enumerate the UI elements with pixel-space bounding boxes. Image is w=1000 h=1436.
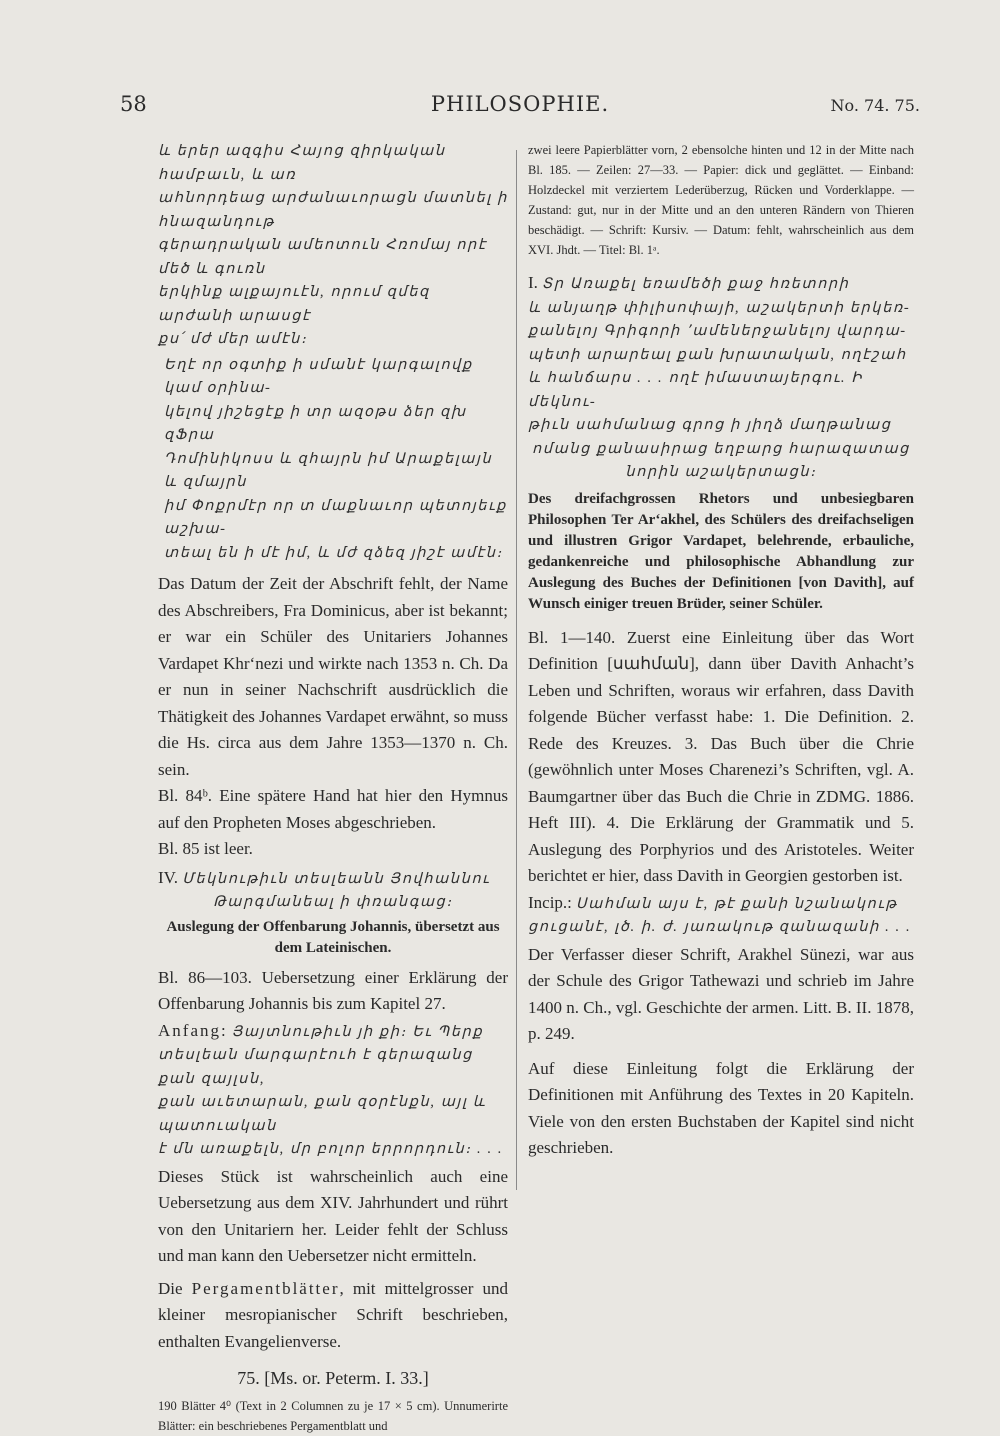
page-header bbox=[120, 92, 920, 122]
arm-line: է մն առաքելն, մր բոլոր երրորդուն։ . . . bbox=[158, 1141, 504, 1157]
arm-line: ահնորդեաց արժանաւորացն մատնել ի հնազանդութ bbox=[158, 190, 508, 230]
arm-line: նորին աշակերտացն։ bbox=[625, 464, 817, 480]
armenian-colophon-2 bbox=[158, 354, 508, 566]
column-divider bbox=[516, 150, 517, 1190]
entry-75-description: 190 Blätter 4⁰ (Text in 2 Columnen zu je 17 × 5 cm). Unnumerirte Blätter: ein beschriebenes Pergamentblatt und bbox=[158, 1398, 508, 1433]
section-iv-header bbox=[158, 865, 508, 892]
arm-line: տեսլեան մարգարէուհ է գերազանց քան զայլսն, bbox=[158, 1047, 473, 1087]
arm-line: Տր Առաքել եռամեծի քաջ հռետորի bbox=[541, 276, 850, 292]
paragraph-hymnus: Bl. 84ᵇ. Eine spätere Hand hat hier den Hymnus auf den Propheten Moses abgeschrieben. bbox=[158, 786, 508, 832]
paragraph-verfasser: Der Verfasser dieser Schrift, Arakhel Sünezi, war aus der Schule des Grigor Tathewazi und schrieb im Jahre 1400 n. Ch., vgl. Geschichte der armen. Litt. B. II. 1878, p. 249. bbox=[528, 944, 914, 1043]
paragraph-uebersetzung: Bl. 86—103. Uebersetzung einer Erklärung der Offenbarung Johannis bis zum Kapitel 27. bbox=[158, 967, 508, 1013]
paragraph-einleitung: Bl. 1—140. Zuerst eine Einleitung über das Wort Definition [սահման], dann über Davith Anhacht’s Leben und Schriften, woraus wir erfahren, dass Davith folgende Bücher verfasst habe: 1. Die Definition. 2. Rede des Kreuzes. 3. Das Buch über die Chrie (gewöhnlich unter Moses Charenezi’s Schriften, vgl. A. Baumgartner über das Buch die Chrie in ZDMG. 1886. Heft III). 4. Die Erklärung der Grammatik und 5. Auslegung des Porphyrios und des Aristoteles. Weiter berichtet er hier, dass Davith in Georgien gestorben ist. bbox=[528, 627, 914, 885]
paragraph-pergament bbox=[158, 1276, 508, 1356]
incipit-label: Incip.: bbox=[528, 892, 572, 912]
section-arm-subtitle: Թարգմանեալ ի փռանգաց։ bbox=[213, 894, 453, 910]
arm-line: ցուցանէ, լծ. ի. ժ. յառակութ զանազանի . . . bbox=[528, 919, 912, 935]
anfang-arm-line: Յայտնութիւն յի քի։ Եւ Պերք bbox=[231, 1023, 484, 1040]
arm-line: և անյաղթ փիլիսոփայի, աշակերտի երկեռ- bbox=[528, 299, 911, 316]
section-german-title: Auslegung der Offenbarung Johannis, übersetzt aus dem Lateinischen. bbox=[166, 918, 500, 956]
anfang-label: Anfang: bbox=[158, 1020, 228, 1040]
paragraph-leer: Bl. 85 ist leer. bbox=[158, 839, 253, 858]
arm-line: գերադրական ամեոտուն Հռոմայ որէ մեծ և գուռն bbox=[158, 237, 487, 277]
arm-line: և հանճարս . . . ողէ իմաստայերգու. Ի մեկնու- bbox=[528, 370, 863, 410]
spaced-term: Pergamentblätter bbox=[191, 1278, 340, 1298]
arm-line: տեալ են ի մէ իմ, և մժ զձեզ յիշէ ամէն։ bbox=[164, 544, 503, 561]
section-i-german-title: Des dreifachgrossen Rhetors und unbesiegbaren Philosophen Ter Arʻakhel, des Schülers des dreifachseligen und illustren Grigor Vardapet, belehrende, erbauliche, gedankenreiche und philosophische Abhandlung zur Auslegung des Buches der Definitionen [von Davith], auf Wunsch einiger treuen Brüder, seiner Schüler. bbox=[528, 490, 914, 612]
arm-line: Դոմինիկոսս և զհայրն իմ Արաքելայն և զմայրն bbox=[164, 450, 493, 490]
arm-line: երկինք ալքայուէն, որում զմեզ արժանի արասցէ bbox=[158, 284, 430, 324]
section-i-armenian bbox=[528, 270, 914, 485]
page-number: 58 bbox=[120, 92, 147, 116]
right-column bbox=[528, 140, 914, 1162]
arm-line: և երեր ազգիս Հայոց զիրկական համբաւն, և առ bbox=[158, 143, 446, 183]
armenian-colophon-1 bbox=[158, 140, 508, 352]
arm-line: քս՛ մժ մեր ամէն։ bbox=[158, 331, 308, 347]
text-fragment: , mit mittelgrosser und kleiner mesropianischer Schrift beschrieben, enthalten Evangelienverse. bbox=[158, 1278, 509, 1351]
arm-line: քան աւետարան, քան զօրէնքն, այլ և պատուական bbox=[158, 1094, 487, 1134]
section-number: I. bbox=[528, 273, 538, 292]
arm-line: կելով յիշեցէք ի տր ազօթս ձեր զխ զՖրա bbox=[164, 403, 467, 443]
paragraph-date: Das Datum der Zeit der Abschrift fehlt, der Name des Abschreibers, Fra Dominicus, aber ist bekannt; er war ein Schüler des Unitariers Johannes Vardapet Khrʻnezi und wirkte nach 1353 n. Ch. Da er nun in seiner Nachschrift ausdrücklich die Thätigkeit des Johannes Vardapet erwähnt, so muss die Hs. circa aus dem Jahre 1353—1370 n. Ch. sein. bbox=[158, 574, 508, 779]
arm-line: Եղէ որ օգտիք ի սմանէ կարգալովք կամ օրինա- bbox=[164, 356, 473, 396]
paragraph-xiv-jahrhundert: Dieses Stück ist wahrscheinlich auch eine Uebersetzung aus dem XIV. Jahrhundert und rührt von den Unitariern her. Leider fehlt der Schluss und man kann den Uebersetzer nicht ermitteln. bbox=[158, 1166, 508, 1265]
arm-line: Սահման այս է, թէ քանի նշանակութ bbox=[575, 895, 898, 912]
arm-line: իմ Փոքրմէր որ տ մաքնաւոր պետոյեւք աշխա- bbox=[164, 497, 507, 537]
left-column bbox=[158, 140, 508, 1436]
section-arm-title: Մեկնութիւն տեսլեանն Յովհաննու bbox=[182, 870, 491, 887]
arm-line: ոմանց քանասիրաց եղբարց հարազատաց bbox=[532, 440, 910, 457]
manuscript-description: zwei leere Papierblätter vorn, 2 ebensolche hinten und 12 in der Mitte nach Bl. 185. — Zeilen: 27—33. — Papier: dick und geglättet. — Einband: Holzdeckel mit verziertem Lederüberzug, Rücken und Vorderklappe. — Zustand: gut, nur in der Mitte und an den unteren Rändern von Thieren beschädigt. — Schrift: Kursiv. — Datum: fehlt, wahrscheinlich aus dem XVI. Jhdt. — Titel: Bl. 1ᵃ. bbox=[528, 143, 914, 257]
manuscript-numbers: No. 74. 75. bbox=[830, 96, 920, 115]
page-title: PHILOSOPHIE. bbox=[430, 92, 610, 116]
arm-line: պետի արարեալ քան խրատական, ողէշահ bbox=[528, 346, 907, 363]
section-number: IV. bbox=[158, 867, 178, 887]
text-fragment: Die bbox=[158, 1278, 192, 1298]
anfang-block bbox=[158, 1018, 508, 1162]
arm-line: թիւն սահմանաց գրոց ի յիղձ մաղթանաց bbox=[528, 417, 892, 433]
paragraph-definitionen: Auf diese Einleitung folgt die Erklärung der Definitionen mit Anführung des Textes in 20 Kapiteln. Viele von den ersten Buchstaben der Kapitel sind nicht geschrieben. bbox=[528, 1058, 914, 1157]
entry-75-heading: 75. [Ms. or. Peterm. I. 33.] bbox=[237, 1368, 429, 1388]
incipit-block bbox=[528, 890, 914, 940]
arm-line: քանելոյ Գրիգորի ՚ամեներջանելոյ վարդա- bbox=[528, 323, 907, 339]
